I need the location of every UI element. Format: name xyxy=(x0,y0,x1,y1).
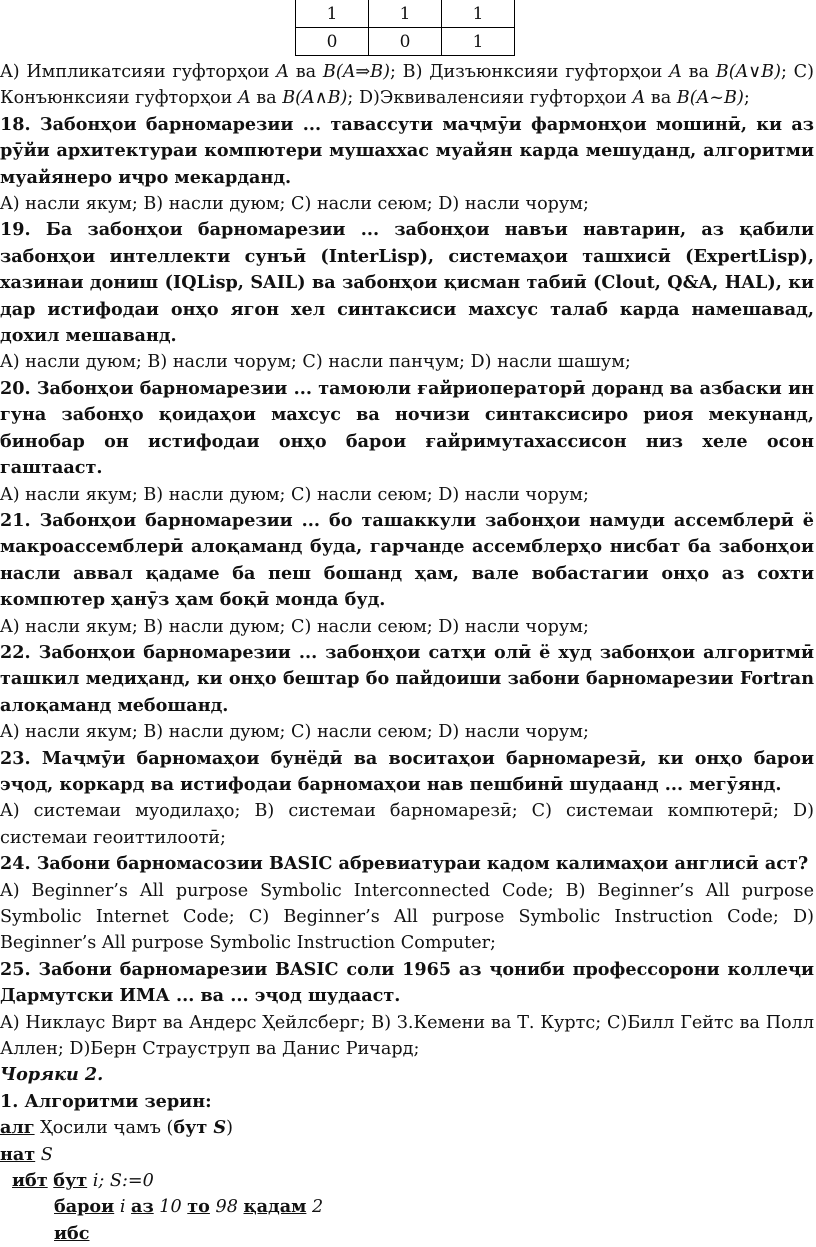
table-cell: 1 xyxy=(442,0,515,28)
code-line: ибс xyxy=(54,1222,90,1244)
answers-18: A) насли якум; B) насли дуюм; C) насли сеюм; D) насли чорум; xyxy=(0,194,589,215)
table-row xyxy=(296,0,515,28)
question-24: 24. Забони барномасозии BASIC абревиатураи кадом калимаҳои англисӣ аст? xyxy=(0,853,809,875)
table-cell: 1 xyxy=(369,0,442,28)
q17-answers: A) Импликатсияи гуфторҳои A ва B(A⇒B); B) Дизъюнксияи гуфторҳои A ва B(A∨B); C) Конъюнксияи гуфторҳои A ва B(A∧B); D)Эквиваленсияи гуфторҳои A ва B(A~B); xyxy=(0,62,814,109)
question-23: 23. Маҷмӯи барномаҳои бунёдӣ ва воситаҳои барномарезӣ, ки онҳо барои эҷод, коркард ва истифодаи барномаҳои нав пешбинӣ шудаанд ... мегӯянд. xyxy=(0,747,814,795)
question-20: 20. Забонҳои барномарезии ... тамоюли ғайриоператорӣ доранд ва азбаски ин гуна забонҳо қоидаҳои махсус ва ночизи синтаксисиро риоя мекунанд, бинобар он истифодаи онҳо барои ғайримутахассисон низ хеле осон гаштааст. xyxy=(0,377,814,479)
question-21: 21. Забонҳои барномарезии ... бо ташаккули забонҳои намуди ассемблерӣ ё макроассемблерӣ алоқаманд буда, гарчанде ассемблерҳо нисбат ба забонҳои насли аввал қадаме ба пеш бошанд ҳам, вале вобастагии онҳо аз сохти компютер ҳанӯз ҳам боқӣ монда буд. xyxy=(0,509,814,611)
table-row xyxy=(296,28,515,56)
algorithm-code xyxy=(0,1115,814,1247)
question-25: 25. Забони барномарезии BASIC соли 1965 аз ҷониби профессорони коллеҷи Дармутски ИМА ... ва ... эҷод шудааст. xyxy=(0,958,814,1007)
answers-24: A) Beginner’s All purpose Symbolic Interconnected Code; B) Beginner’s All purpose Symbolic Internet Code; C) Beginner’s All purpose Symbolic Instruction Code; D) Beginner’s All purpose Symbolic Instruction Computer; xyxy=(0,880,814,954)
answers-25: A) Никлаус Вирт ва Андерс Ҳейлсберг; B) З.Кемени ва Т. Куртс; C)Билл Гейтс ва Полл Аллен; D)Берн Страуструп ва Данис Ричард; xyxy=(0,1012,814,1060)
section-title: Чоряки 2. xyxy=(0,1064,104,1086)
question-1: 1. Алгоритми зерин: xyxy=(0,1090,212,1112)
answers-21: A) насли якум; B) насли дуюм; C) насли сеюм; D) насли чорум; xyxy=(0,616,589,637)
code-line: ибт бут i; S:=0 xyxy=(12,1170,154,1192)
truth-table xyxy=(295,0,515,56)
table-cell: 1 xyxy=(442,28,515,56)
table-cell: 0 xyxy=(296,28,369,56)
table-cell: 1 xyxy=(296,0,369,28)
code-line: барои i аз 10 то 98 қадам 2 xyxy=(54,1196,324,1218)
question-18: 18. Забонҳои барномарезии ... тавассути маҷмӯи фармонҳои мошинӣ, ки аз рӯйи архитектураи компютери мушаххас муайян карда мешуданд, алгоритми муайянеро иҷро мекарданд. xyxy=(0,113,814,188)
answers-22: A) насли якум; B) насли дуюм; C) насли сеюм; D) насли чорум; xyxy=(0,722,589,743)
table-cell: 0 xyxy=(369,28,442,56)
answers-20: A) насли якум; B) насли дуюм; C) насли сеюм; D) насли чорум; xyxy=(0,484,589,505)
code-line: алг Ҳосили ҷамъ (бут S) xyxy=(0,1117,233,1139)
code-line: нат S xyxy=(0,1143,53,1165)
question-22: 22. Забонҳои барномарезии ... забонҳои сатҳи олӣ ё худ забонҳои алгоритмӣ ташкил медиҳанд, ки онҳо бештар бо пайдоиши забони барномарезии Fortran алоқаманд мебошанд. xyxy=(0,641,814,716)
answers-23: A) системаи муодилаҳо; B) системаи барномарезӣ; C) системаи компютерӣ; D) системаи геоиттилоотӣ; xyxy=(0,801,814,848)
answers-19: A) насли дуюм; B) насли чорум; C) насли панҷум; D) насли шашум; xyxy=(0,352,631,373)
question-19: 19. Ба забонҳои барномарезии ... забонҳои навъи навтарин, аз қабили забонҳои интеллекти сунъӣ (InterLisp), системаҳои ташхисӣ (ExpertLisp), хазинаи дониш (IQLisp, SAIL) ва забонҳои қисман табиӣ (Clout, Q&A, HAL), ки дар истифодаи онҳо ягон хел синтаксиси махсус талаб карда намешавад, дохил мешаванд. xyxy=(0,219,814,347)
document-body xyxy=(0,59,814,1247)
